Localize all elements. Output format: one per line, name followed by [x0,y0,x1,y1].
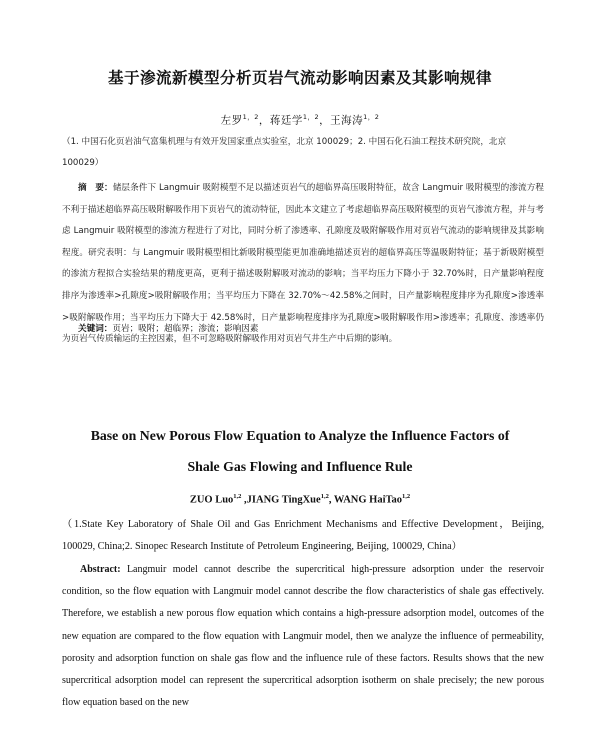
chinese-keywords-text: 页岩；吸附；超临界；渗流；影响因素 [112,324,259,334]
chinese-abstract-label: 摘 要： [78,183,113,193]
author-separator: ， [319,114,331,127]
author-affiliation-marker: 1，2 [363,113,380,121]
author-separator: , [241,494,247,506]
author-name: JIANG TingXue [246,494,321,506]
chinese-keywords [62,320,544,338]
author-name: 左罗 [220,114,243,127]
chinese-affiliation: （1. 中国石化页岩油气富集机理与有效开发国家重点实验室，北京 100029；2. 中国石化石油工程技术研究院，北京 100029） [62,137,507,168]
author-separator: , [328,494,334,506]
english-title-line-1: Base on New Porous Flow Equation to Analyze the Influence Factors of [90,428,510,443]
english-affiliation: （1.State Key Laboratory of Shale Oil and Gas Enrichment Mechanisms and Effective Development，Beijing, 100029, China;2. Sinopec Research Institute of Petroleum Engineering, Beijing, 100029, China） [62,519,544,552]
author-affiliation-marker: 1,2 [320,493,329,500]
author-name: ZUO Luo [189,494,234,506]
author-name: 蒋廷学 [269,114,303,127]
author-separator: ， [258,114,270,127]
author-affiliation-marker: 1,2 [233,493,242,500]
author-affiliation-marker: 1，2 [242,113,259,121]
author-affiliation-marker: 1,2 [402,493,411,500]
english-title-line-2: Shale Gas Flowing and Influence Rule [187,459,413,474]
author-name: WANG HaiTao [333,494,403,506]
author-affiliation-marker: 1，2 [302,113,320,121]
chinese-authors [0,112,600,128]
english-abstract-label: Abstract: [80,564,121,575]
english-abstract-text: Langmuir model cannot describe the supercritical high-pressure adsorption under the reservoir condition, so the flow equation with Langmuir model cannot describe the flow characteristics of shale gas effectively. Therefore, we establish a new porous flow equation which contains a high-pressure adsorption model, outcomes of the new equation are compared to the flow equation with Langmuir model, then we analyze the influence of permeability, porosity and adsorption function on shale gas flow and the influence rule of these factors. Results shows that the new supercritical adsorption model can represent the supercritical adsorption isotherm on shale precisely; the new porous flow equation based on the new [62,564,545,709]
author-name: 王海涛 [330,114,364,127]
chinese-abstract-text: 储层条件下 Langmuir 吸附模型不足以描述页岩气的超临界高压吸附特征，故含 Langmuir 吸附模型的渗流方程不利于描述超临界高压吸附解吸作用下页岩气的流动特征，因此本文建立了考虑超临界高压吸附模型的页岩气渗流方程，并与考虑 Langmuir 吸附模型的渗流方程进行了对比，同时分析了渗透率、孔隙度及吸附解吸作用对页岩气流动的影响规律及其影响程度。研究表明：与 Langmuir 吸附模型相比新吸附模型能更加准确地描述页岩的超临界高压等温吸附特征；基于新吸附模型的渗流方程拟合实验结果的精度更高，更利于描述吸附解吸对流动的影响；当平均压力下降小于 32.70%时，日产量影响程度排序为渗透率>孔隙度>吸附解吸作用；当平均压力下降在 32.70%～42.58%之间时，日产量影响程度排序为孔隙度>渗透率>吸附解吸作用；当平均压力下降大于 42.58%时，日产量影响程度排序为孔隙度>吸附解吸作用>渗透率；孔隙度、渗透率仍为页岩气传质输运的主控因素，但不可忽略吸附解吸作用对页岩气井生产中后期的影响。 [62,183,544,345]
english-abstract [62,559,544,714]
chinese-title: 基于渗流新模型分析页岩气流动影响因素及其影响规律 [107,69,492,87]
english-authors [0,493,600,506]
chinese-keywords-label: 关键词： [78,324,113,334]
